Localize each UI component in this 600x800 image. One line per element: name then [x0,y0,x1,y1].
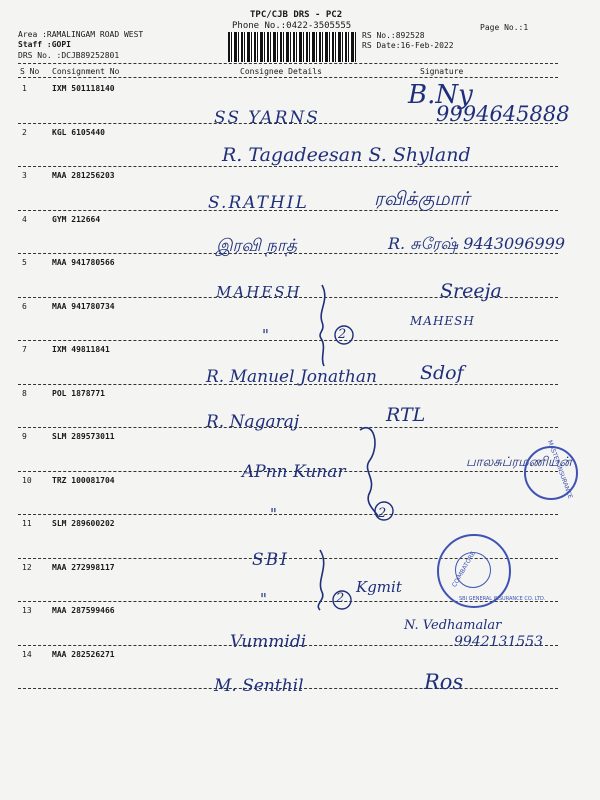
row9-consignee: APnn Kunar [242,462,346,482]
row-sno: 4 [22,214,27,224]
row-sno: 1 [22,84,27,93]
row1-phone: 9994645888 [436,102,570,126]
row-consignment-no: MAA 272998117 [52,562,115,572]
row-sno: 10 [22,475,32,485]
row1-signature: B.Ny [408,80,473,110]
row-sno: 7 [22,345,27,354]
row-sno: 3 [22,171,27,180]
bracket-rows-11-12 [318,550,323,610]
row-consignment-no: GYM 212664 [52,214,101,224]
row-sno: 9 [22,432,27,441]
row-consignment-no: KGL 6105440 [52,127,105,137]
staff-label: Staff :GOPI [18,40,71,49]
row11-count: 2 [336,591,345,606]
row-sno: 8 [22,388,27,398]
row-consignment-no: MAA 941780566 [52,258,115,267]
row9-signature: பாலசுப்ரமணியன் [466,455,572,470]
row-sno: 13 [22,606,32,615]
row-sno: 14 [22,649,32,659]
row13-phone: 9942131553 [454,634,544,650]
drs-number: DRS No. :DCJB89252801 [18,51,120,60]
bracket-rows-5-6 [320,285,325,366]
header-top-rule [18,63,558,64]
row-consignment-no: MAA 282526271 [52,649,115,659]
row-consignment-no: MAA 941780734 [52,301,115,311]
circle-count-row6 [335,326,353,344]
row8-signature: RTL [386,404,426,426]
row7-signature: Sdof [420,362,464,384]
bracket-rows-8-10 [360,428,378,516]
row-consignment-no: IXM 49811841 [52,345,110,354]
row-consignment-no: SLM 289573011 [52,432,115,441]
row-consignment-no: IXM 501118140 [52,84,115,93]
row-consignment-no: MAA 281256203 [52,171,115,180]
row6-signature: MAHESH [410,314,475,328]
row10-ditto: " [270,505,277,523]
row8-consignee: R. Nagaraj [206,412,300,432]
row-consignment-no: POL 1878771 [52,388,105,398]
row11-consignee: SBI [252,550,289,570]
row4-consignee: இரவி நாத் [216,236,297,256]
col-sno-header: S No [20,67,40,76]
row13-consignee: Vummidi [230,632,307,652]
row5-consignee: MAHESH [216,283,302,301]
row10-count: 2 [378,506,387,521]
circle-count-row12 [333,591,351,609]
sbi-round-stamp [437,534,546,608]
page-number: Page No.:1 [480,23,529,32]
rs-date: RS Date:16-Feb-2022 [362,41,454,50]
row-consignment-no: MAA 287599466 [52,606,115,615]
row13-signature: N. Vedhamalar [404,618,502,633]
row1-consignee: SS YARNS [214,108,320,128]
row14-consignee: M. Senthil [214,676,304,696]
row-sno: 11 [22,519,32,528]
row5-signature: Sreeja [440,280,502,302]
rs-number: RS No.:892528 [362,31,425,40]
row6-ditto: " [262,326,269,344]
row-sno: 12 [22,562,32,572]
small-insurance-stamp [524,439,578,500]
col-consignment-header: Consignment No [52,67,120,76]
row-consignment-no: SLM 289600202 [52,519,115,528]
row11-signature: Kgmit [356,578,402,596]
row-sno: 5 [22,258,27,267]
row12-ditto: " [260,590,267,608]
row-separator [18,166,558,167]
row-sno: 6 [22,301,27,311]
small-stamp-text: MASTER INSURANCE [545,439,574,500]
row3-consignee: S.RATHIL [208,193,309,213]
phone-number: Phone No.:0422-3505555 [232,21,352,31]
row2-consignee: R. Tagadeesan S. Shyland [222,144,471,166]
row14-signature: Ros [424,670,464,694]
row4-signature: R. சுரேஷ் 9443096999 [388,234,566,253]
row-consignment-no: TRZ 100081704 [52,475,115,485]
circle-count-row10 [375,502,393,520]
header-bottom-rule [18,77,558,78]
sbi-stamp-city: COIMBATORE [450,550,478,589]
row3-signature: ரவிக்குமார் [374,188,470,210]
sheet-title: TPC/CJB DRS - PC2 [250,10,343,20]
col-consignee-header: Consignee Details [240,67,322,76]
barcode [228,32,356,62]
row7-consignee: R. Manuel Jonathan [206,367,377,387]
col-signature-header: Signature [420,67,464,76]
sbi-stamp-company: SBI GENERAL INSURANCE CO. LTD. [459,596,546,602]
row6-count: 2 [338,327,347,342]
row-sno: 2 [22,127,27,137]
area-label: Area :RAMALINGAM ROAD WEST [18,30,144,39]
